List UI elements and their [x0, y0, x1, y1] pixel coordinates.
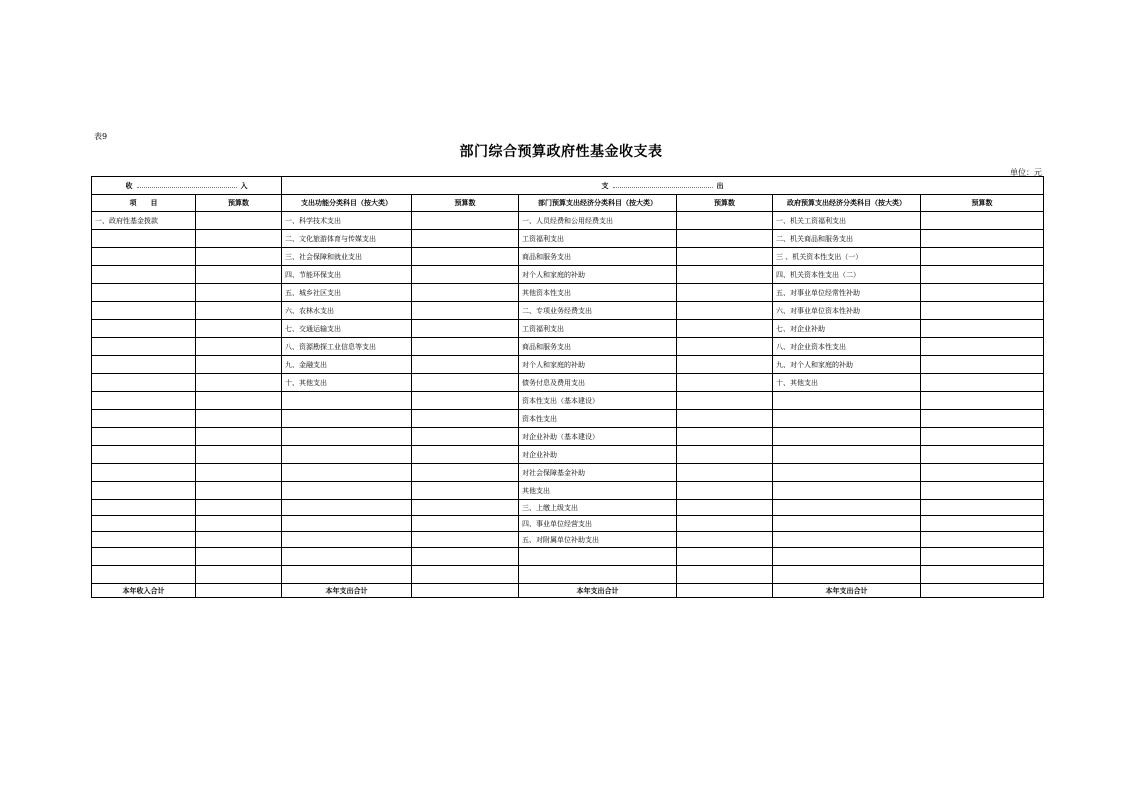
cell-dept-econ-budget	[677, 302, 773, 320]
cell-income-item	[92, 548, 196, 566]
cell-gov-econ-budget	[921, 516, 1044, 532]
cell-gov-econ-subject	[773, 392, 921, 410]
cell-income-budget	[196, 230, 282, 248]
income-band-char-2: 入	[240, 180, 248, 190]
cell-gov-econ-budget	[921, 374, 1044, 392]
cell-income-budget	[196, 266, 282, 284]
cell-gov-econ-budget	[921, 266, 1044, 284]
cell-func-budget	[412, 320, 519, 338]
cell-gov-econ-budget	[921, 302, 1044, 320]
cell-gov-econ-subject: 九、对个人和家庭的补助	[773, 356, 921, 374]
column-header-row	[92, 195, 1044, 212]
cell-gov-econ-budget	[921, 566, 1044, 584]
cell-func-subject	[282, 428, 412, 446]
cell-func-subject: 三、社会保障和就业支出	[282, 248, 412, 266]
cell-gov-econ-budget	[921, 248, 1044, 266]
cell-gov-econ-budget	[921, 446, 1044, 464]
header-budget-4: 预算数	[921, 195, 1044, 212]
table-row	[92, 302, 1044, 320]
cell-func-budget	[412, 302, 519, 320]
cell-gov-econ-subject: 二、机关商品和服务支出	[773, 230, 921, 248]
budget-table	[91, 176, 1044, 598]
cell-dept-econ-budget	[677, 374, 773, 392]
cell-dept-econ-budget	[677, 248, 773, 266]
cell-income-budget	[196, 284, 282, 302]
expense-band-char-1: 支	[601, 180, 609, 190]
cell-income-budget	[196, 302, 282, 320]
cell-func-subject	[282, 566, 412, 584]
total-expense-value-1	[412, 584, 519, 598]
cell-func-subject	[282, 464, 412, 482]
cell-income-item	[92, 500, 196, 516]
cell-dept-econ-budget	[677, 482, 773, 500]
table-row	[92, 320, 1044, 338]
cell-income-budget	[196, 392, 282, 410]
cell-func-subject	[282, 532, 412, 548]
cell-dept-econ-subject: 对企业补助	[519, 446, 677, 464]
expense-band-char-2: 出	[716, 180, 724, 190]
cell-func-budget	[412, 464, 519, 482]
cell-income-budget	[196, 500, 282, 516]
table-row	[92, 356, 1044, 374]
cell-income-item	[92, 284, 196, 302]
table-row	[92, 428, 1044, 446]
cell-dept-econ-subject: 三、上缴上级支出	[519, 500, 677, 516]
cell-func-budget	[412, 566, 519, 584]
total-expense-label-1: 本年支出合计	[282, 584, 412, 598]
cell-func-subject	[282, 446, 412, 464]
cell-func-budget	[412, 548, 519, 566]
cell-gov-econ-budget	[921, 392, 1044, 410]
table-row	[92, 410, 1044, 428]
cell-func-budget	[412, 516, 519, 532]
cell-gov-econ-budget	[921, 482, 1044, 500]
cell-income-budget	[196, 446, 282, 464]
cell-income-item	[92, 446, 196, 464]
cell-income-item	[92, 248, 196, 266]
cell-income-budget	[196, 356, 282, 374]
cell-dept-econ-budget	[677, 392, 773, 410]
table-row	[92, 374, 1044, 392]
cell-income-item	[92, 266, 196, 284]
cell-dept-econ-budget	[677, 428, 773, 446]
cell-func-budget	[412, 392, 519, 410]
cell-gov-econ-subject	[773, 446, 921, 464]
cell-gov-econ-budget	[921, 356, 1044, 374]
cell-income-budget	[196, 320, 282, 338]
cell-func-subject	[282, 392, 412, 410]
cell-func-budget	[412, 532, 519, 548]
cell-func-budget	[412, 266, 519, 284]
cell-gov-econ-budget	[921, 338, 1044, 356]
cell-gov-econ-budget	[921, 284, 1044, 302]
cell-income-item	[92, 356, 196, 374]
cell-func-subject	[282, 548, 412, 566]
table-number: 表9	[94, 132, 108, 141]
cell-income-item	[92, 374, 196, 392]
cell-dept-econ-budget	[677, 356, 773, 374]
cell-income-budget	[196, 248, 282, 266]
cell-income-item	[92, 428, 196, 446]
total-expense-value-2	[677, 584, 773, 598]
cell-dept-econ-subject: 商品和服务支出	[519, 338, 677, 356]
cell-dept-econ-budget	[677, 464, 773, 482]
cell-income-item	[92, 392, 196, 410]
cell-dept-econ-budget	[677, 516, 773, 532]
cell-dept-econ-budget	[677, 500, 773, 516]
cell-gov-econ-subject: 一、机关工资福利支出	[773, 212, 921, 230]
cell-income-budget	[196, 338, 282, 356]
cell-gov-econ-subject	[773, 566, 921, 584]
cell-income-budget	[196, 212, 282, 230]
cell-func-subject	[282, 482, 412, 500]
cell-func-budget	[412, 500, 519, 516]
cell-gov-econ-subject: 四、机关资本性支出（二）	[773, 266, 921, 284]
totals-row	[92, 584, 1044, 598]
header-func-subject: 支出功能分类科目（按大类）	[282, 195, 412, 212]
table-body	[92, 212, 1044, 584]
cell-dept-econ-budget	[677, 338, 773, 356]
cell-income-budget	[196, 566, 282, 584]
cell-income-item	[92, 532, 196, 548]
cell-func-budget	[412, 284, 519, 302]
table-row	[92, 566, 1044, 584]
cell-dept-econ-subject: 二、专项业务经费支出	[519, 302, 677, 320]
cell-gov-econ-subject	[773, 464, 921, 482]
cell-func-subject: 八、资源勘探工业信息等支出	[282, 338, 412, 356]
cell-func-budget	[412, 410, 519, 428]
cell-gov-econ-subject	[773, 482, 921, 500]
cell-income-item	[92, 464, 196, 482]
cell-gov-econ-subject: 五、对事业单位经常性补助	[773, 284, 921, 302]
cell-dept-econ-subject	[519, 566, 677, 584]
cell-func-subject: 一、科学技术支出	[282, 212, 412, 230]
cell-func-subject: 二、文化旅游体育与传媒支出	[282, 230, 412, 248]
cell-func-subject	[282, 516, 412, 532]
cell-dept-econ-subject: 其他支出	[519, 482, 677, 500]
cell-income-budget	[196, 482, 282, 500]
table-row	[92, 548, 1044, 566]
cell-income-budget	[196, 548, 282, 566]
cell-func-budget	[412, 230, 519, 248]
cell-func-budget	[412, 428, 519, 446]
cell-gov-econ-budget	[921, 230, 1044, 248]
cell-income-budget	[196, 374, 282, 392]
cell-dept-econ-subject: 一、人员经费和公用经费支出	[519, 212, 677, 230]
cell-gov-econ-budget	[921, 532, 1044, 548]
income-band-char-1: 收	[125, 180, 133, 190]
cell-income-budget	[196, 410, 282, 428]
header-item: 项 目	[92, 195, 196, 212]
cell-gov-econ-budget	[921, 428, 1044, 446]
cell-gov-econ-budget	[921, 410, 1044, 428]
cell-dept-econ-subject: 四、事业单位经营支出	[519, 516, 677, 532]
cell-dept-econ-subject: 其他资本性支出	[519, 284, 677, 302]
cell-func-subject: 十、其他支出	[282, 374, 412, 392]
cell-func-budget	[412, 446, 519, 464]
cell-dept-econ-subject: 资本性支出（基本建设）	[519, 392, 677, 410]
table-row	[92, 464, 1044, 482]
total-expense-value-3	[921, 584, 1044, 598]
cell-dept-econ-subject: 工资福利支出	[519, 230, 677, 248]
header-budget-1: 预算数	[196, 195, 282, 212]
cell-func-subject: 九、金融支出	[282, 356, 412, 374]
cell-gov-econ-subject: 六、对事业单位资本性补助	[773, 302, 921, 320]
cell-income-item: 一、政府性基金拨款	[92, 212, 196, 230]
cell-dept-econ-budget	[677, 212, 773, 230]
table-row	[92, 516, 1044, 532]
header-gov-econ-subject: 政府预算支出经济分类科目（按大类）	[773, 195, 921, 212]
table-row	[92, 338, 1044, 356]
table-row	[92, 230, 1044, 248]
cell-func-subject: 四、节能环保支出	[282, 266, 412, 284]
cell-func-subject: 六、农林水支出	[282, 302, 412, 320]
cell-gov-econ-subject: 三 、机关资本性支出（一）	[773, 248, 921, 266]
cell-dept-econ-budget	[677, 532, 773, 548]
dotted-leader	[613, 182, 713, 188]
cell-func-budget	[412, 482, 519, 500]
expense-section-header	[282, 177, 1044, 195]
cell-income-item	[92, 516, 196, 532]
cell-func-budget	[412, 356, 519, 374]
unit-label: 单位：元	[1010, 168, 1042, 177]
cell-gov-econ-subject	[773, 500, 921, 516]
table-row	[92, 446, 1044, 464]
cell-gov-econ-subject: 八、对企业资本性支出	[773, 338, 921, 356]
cell-income-budget	[196, 464, 282, 482]
cell-gov-econ-subject	[773, 410, 921, 428]
cell-gov-econ-subject: 十、其他支出	[773, 374, 921, 392]
cell-dept-econ-subject: 债务付息及费用支出	[519, 374, 677, 392]
section-band-row	[92, 177, 1044, 195]
cell-income-budget	[196, 532, 282, 548]
cell-gov-econ-budget	[921, 320, 1044, 338]
total-expense-label-2: 本年支出合计	[519, 584, 677, 598]
cell-func-budget	[412, 338, 519, 356]
header-budget-2: 预算数	[412, 195, 519, 212]
cell-dept-econ-budget	[677, 566, 773, 584]
cell-func-subject	[282, 410, 412, 428]
header-dept-econ-subject: 部门预算支出经济分类科目（按大类）	[519, 195, 677, 212]
cell-dept-econ-subject: 对个人和家庭的补助	[519, 356, 677, 374]
income-section-header	[92, 177, 282, 195]
cell-func-budget	[412, 248, 519, 266]
cell-income-item	[92, 338, 196, 356]
cell-income-item	[92, 230, 196, 248]
dotted-leader	[137, 182, 237, 188]
total-expense-label-3: 本年支出合计	[773, 584, 921, 598]
cell-dept-econ-subject: 工资福利支出	[519, 320, 677, 338]
table-row	[92, 482, 1044, 500]
cell-gov-econ-subject	[773, 428, 921, 446]
cell-dept-econ-budget	[677, 446, 773, 464]
cell-gov-econ-budget	[921, 464, 1044, 482]
cell-dept-econ-budget	[677, 284, 773, 302]
cell-dept-econ-budget	[677, 230, 773, 248]
cell-dept-econ-subject: 商品和服务支出	[519, 248, 677, 266]
table-row	[92, 532, 1044, 548]
cell-func-budget	[412, 374, 519, 392]
header-budget-3: 预算数	[677, 195, 773, 212]
page-title: 部门综合预算政府性基金收支表	[459, 144, 663, 160]
cell-dept-econ-subject: 对企业补助（基本建设）	[519, 428, 677, 446]
cell-func-subject	[282, 500, 412, 516]
table-row	[92, 266, 1044, 284]
cell-dept-econ-budget	[677, 548, 773, 566]
cell-gov-econ-subject	[773, 532, 921, 548]
cell-gov-econ-subject	[773, 548, 921, 566]
total-income-label: 本年收入合计	[92, 584, 196, 598]
cell-gov-econ-subject: 七、对企业补助	[773, 320, 921, 338]
table-row	[92, 248, 1044, 266]
table-row	[92, 500, 1044, 516]
cell-func-subject: 五、城乡社区支出	[282, 284, 412, 302]
cell-gov-econ-subject	[773, 516, 921, 532]
cell-income-item	[92, 566, 196, 584]
cell-func-subject: 七、交通运输支出	[282, 320, 412, 338]
cell-dept-econ-subject	[519, 548, 677, 566]
cell-gov-econ-budget	[921, 548, 1044, 566]
total-income-value	[196, 584, 282, 598]
cell-dept-econ-subject: 对个人和家庭的补助	[519, 266, 677, 284]
cell-dept-econ-subject: 五、对附属单位补助支出	[519, 532, 677, 548]
cell-income-item	[92, 320, 196, 338]
cell-gov-econ-budget	[921, 212, 1044, 230]
cell-gov-econ-budget	[921, 500, 1044, 516]
cell-dept-econ-budget	[677, 410, 773, 428]
cell-income-budget	[196, 516, 282, 532]
cell-income-item	[92, 482, 196, 500]
table-row	[92, 392, 1044, 410]
cell-dept-econ-budget	[677, 320, 773, 338]
cell-dept-econ-subject: 对社会保障基金补助	[519, 464, 677, 482]
table-row	[92, 284, 1044, 302]
cell-func-budget	[412, 212, 519, 230]
cell-dept-econ-subject: 资本性支出	[519, 410, 677, 428]
cell-income-item	[92, 410, 196, 428]
table-row	[92, 212, 1044, 230]
cell-income-item	[92, 302, 196, 320]
cell-dept-econ-budget	[677, 266, 773, 284]
cell-income-budget	[196, 428, 282, 446]
